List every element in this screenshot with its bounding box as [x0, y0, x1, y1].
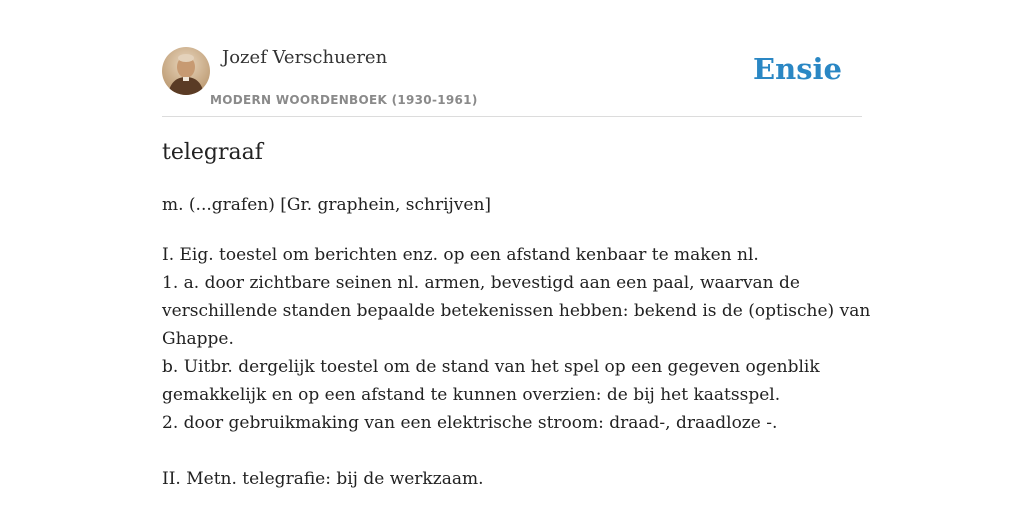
definition-line: 2. door gebruikmaking van een elektrische stroom: draad-, draadloze -. [162, 413, 778, 433]
source-label: MODERN WOORDENBOEK (1930-1961) [210, 93, 478, 107]
author-name[interactable]: Jozef Verschueren [222, 47, 388, 68]
definition-line: b. Uitbr. dergelijk toestel om de stand van het spel op een gegeven ogenblik [162, 357, 820, 377]
entry-title: telegraaf [162, 140, 263, 165]
definition-line: verschillende standen bepaalde betekenissen hebben: bekend is de (optische) van [162, 301, 871, 321]
definition-line: gemakkelijk en op een afstand te kunnen overzien: de bij het kaatsspel. [162, 385, 781, 405]
definition-blank-line [162, 437, 872, 465]
author-avatar[interactable] [162, 47, 210, 95]
entry-definition [162, 241, 872, 493]
definition-line: II. Metn. telegrafie: bij de werkzaam. [162, 469, 484, 489]
entry-etymology: m. (...grafen) [Gr. graphein, schrijven] [162, 195, 492, 215]
brand-logo[interactable]: Ensie [753, 52, 842, 86]
definition-line: Ghappe. [162, 329, 234, 349]
definition-line: I. Eig. toestel om berichten enz. op een afstand kenbaar te maken nl. [162, 245, 759, 265]
definition-line: 1. a. door zichtbare seinen nl. armen, bevestigd aan een paal, waarvan de [162, 273, 800, 293]
page-header [162, 44, 862, 117]
